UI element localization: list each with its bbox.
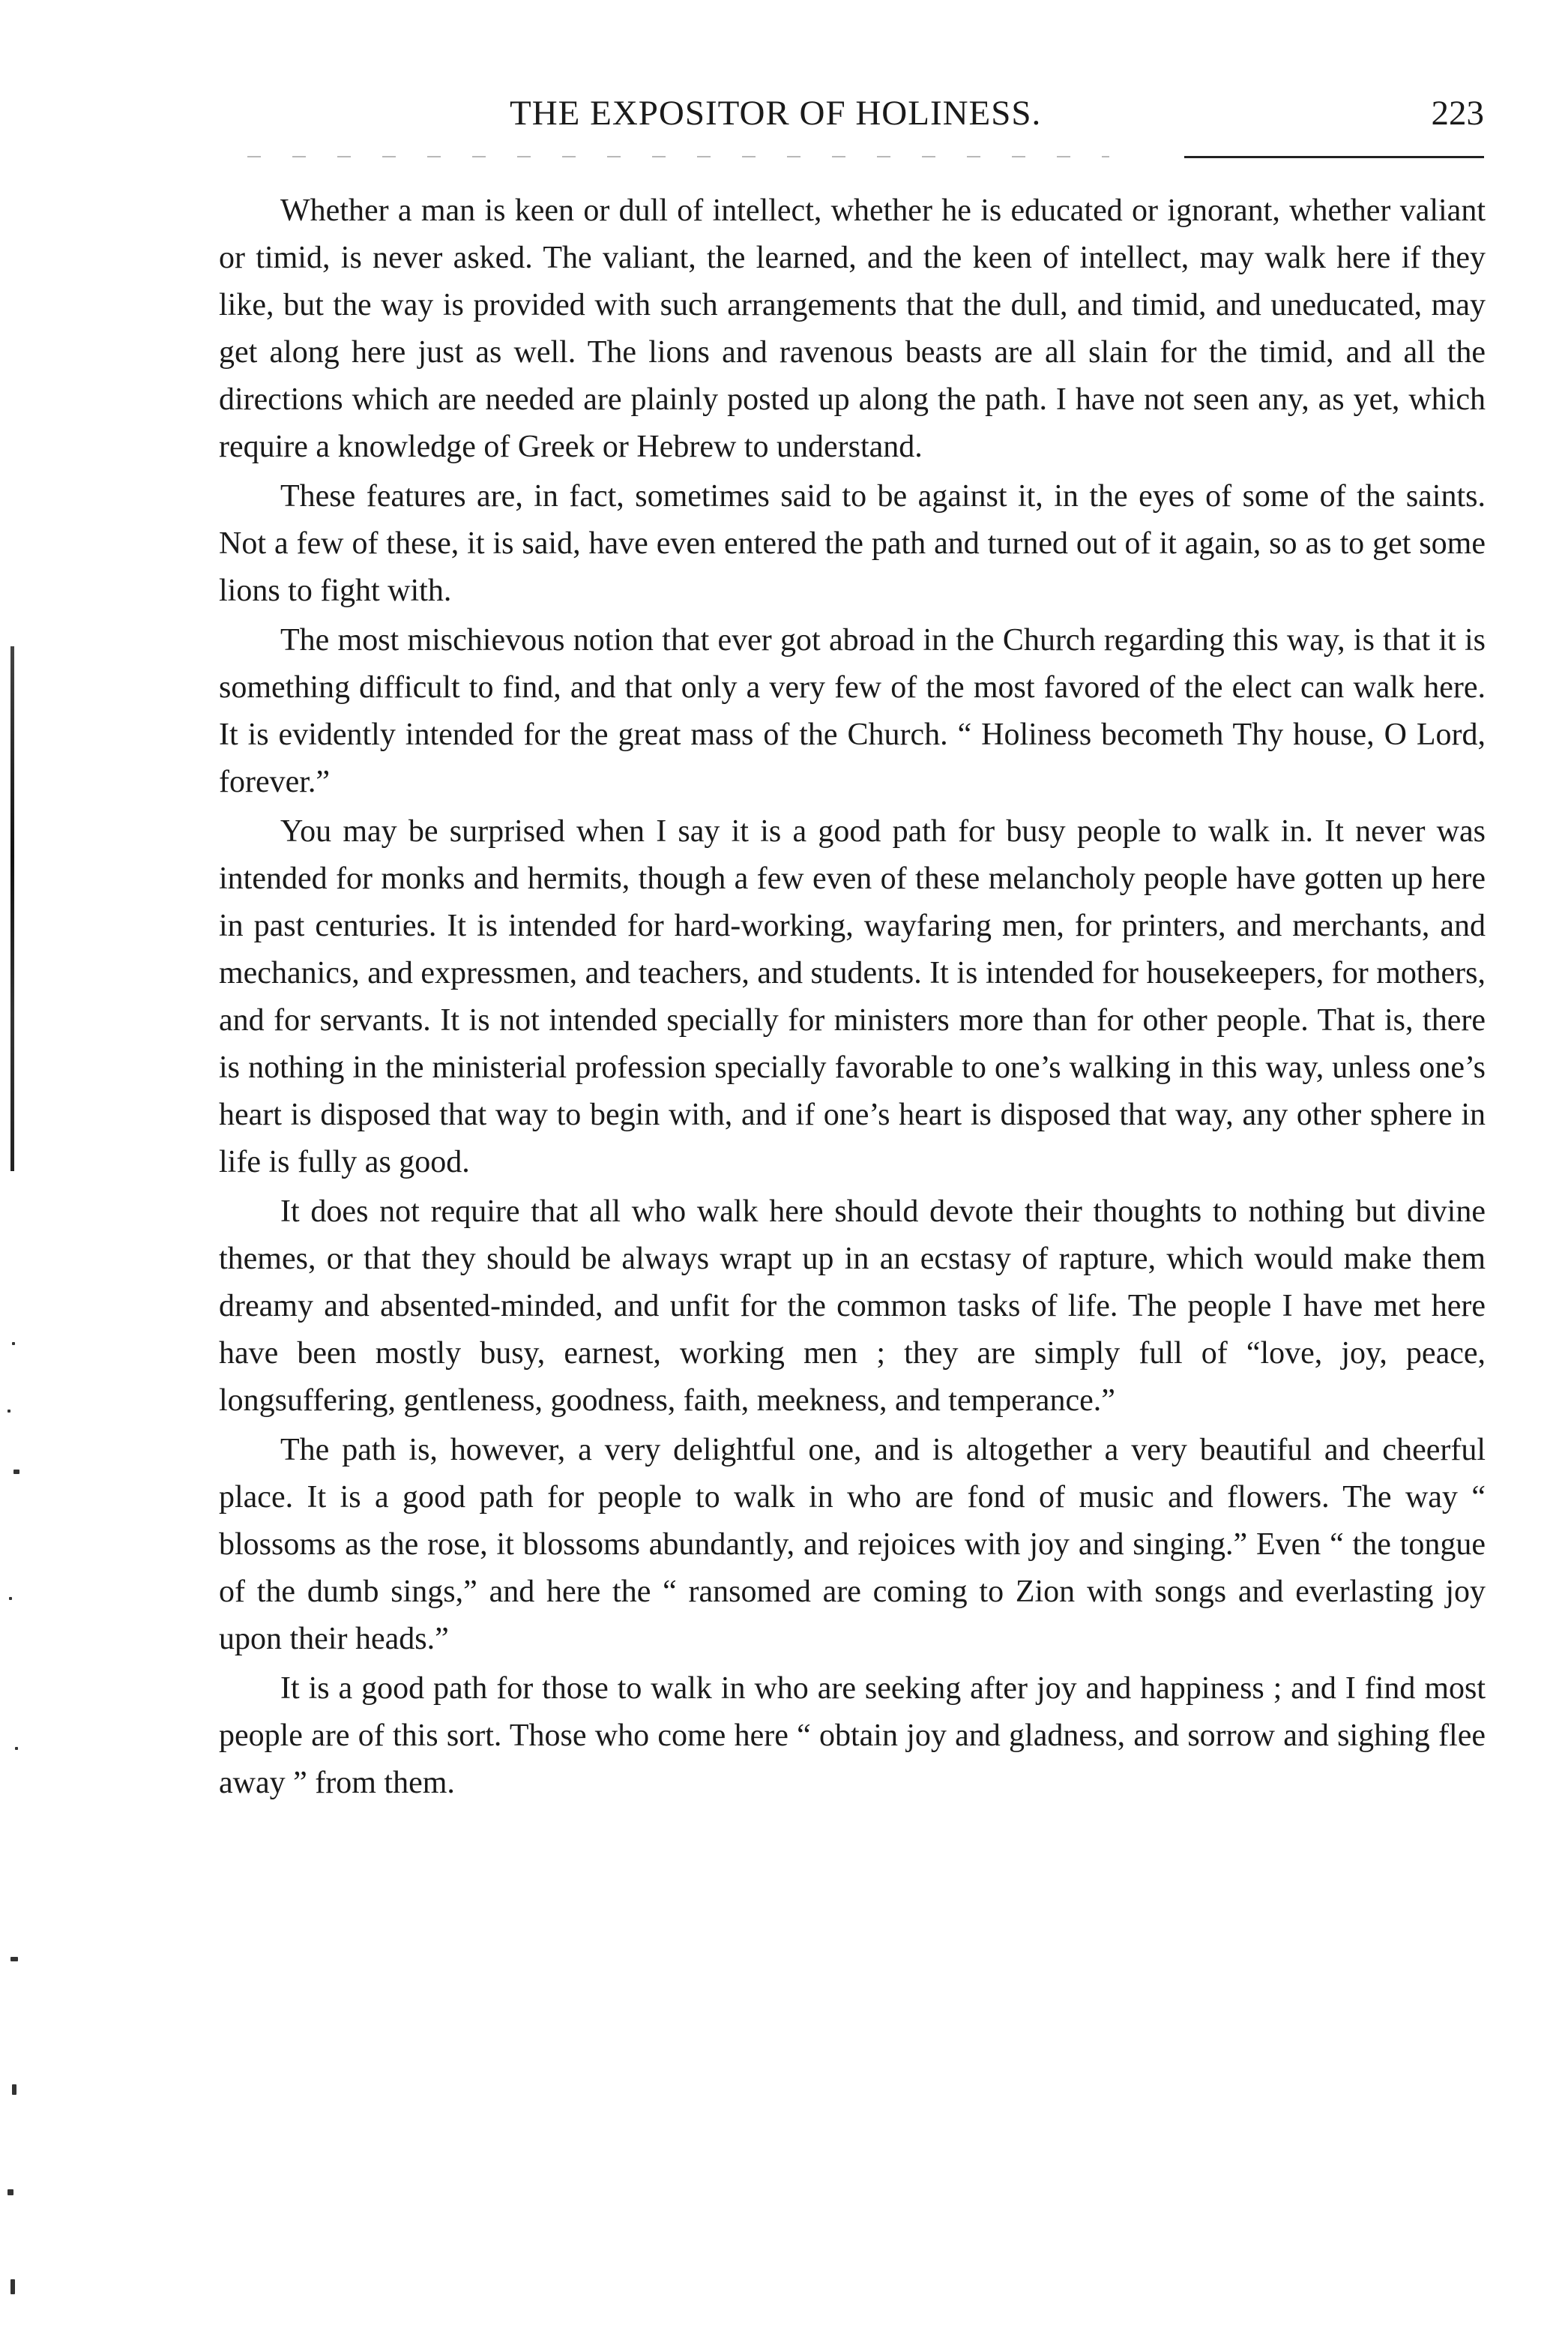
scan-speck bbox=[12, 1342, 15, 1345]
scan-speck bbox=[10, 1957, 18, 1961]
paragraph-5: It does not require that all who walk here should devote their thoughts to nothing but divine themes, or that they should be always wrapt up in an ecstasy of rapture, which would make them dreamy and absented-minded, and unfit for the common tasks of life. The people I have met here have been mostly busy, earnest, working men ; they are simply full of “love, joy, peace, longsuffering, gentleness, goodness, faith, meekness, and temperance.” bbox=[219, 1194, 1486, 1418]
running-title: THE EXPOSITOR OF HOLINESS. bbox=[510, 94, 1042, 133]
paragraph-6: The path is, however, a very delightful one, and is altogether a very beautiful and cheerful place. It is a good path for people to walk in who are fond of music and flowers. The way “ blossoms as the rose, it blossoms abundantly, and rejoices with joy and singing.” Even “ the tongue of the dumb sings,” and here the “ ransomed are coming to Zion with songs and everlasting joy upon their heads.” bbox=[219, 1433, 1486, 1656]
page-number: 223 bbox=[1431, 94, 1484, 133]
scan-speck bbox=[9, 1597, 12, 1600]
header-rule bbox=[1184, 156, 1484, 158]
paragraph-7: It is a good path for those to walk in who are seeking after joy and happiness ; and I find most people are of this sort. Those who come here “ obtain joy and gladness, and sorrow and sighing flee away ” from them. bbox=[219, 1671, 1486, 1800]
scan-speck bbox=[10, 2279, 15, 2294]
scan-margin-artifacts bbox=[0, 0, 45, 2328]
scan-speck bbox=[12, 2084, 16, 2095]
scan-speck bbox=[13, 1470, 19, 1474]
paragraph-4: You may be surprised when I say it is a good path for busy people to walk in. It never was intended for monks and hermits, though a few even of these melancholy people have gotten up here in past centuries. It is intended for hard-working, wayfaring men, for printers, and merchants, and mechanics, and expressmen, and teachers, and students. It is intended for housekeepers, for mothers, and for servants. It is not intended specially for ministers more than for other people. That is, there is nothing in the ministerial profession specially favorable to one’s walking in this way, unless one’s heart is disposed that way to begin with, and if one’s heart is disposed that way, any other sphere in life is fully as good. bbox=[219, 814, 1486, 1179]
paragraph-2: These features are, in fact, sometimes said to be against it, in the eyes of some of the saints. Not a few of these, it is said, have even entered the path and turned out of it again, so as to get some lions to fight with. bbox=[219, 479, 1486, 608]
scan-edge-shadow bbox=[10, 646, 14, 1171]
scan-speck bbox=[7, 2189, 13, 2195]
body-text bbox=[219, 187, 1486, 1809]
scan-speck bbox=[15, 1747, 18, 1750]
paragraph-3: The most mischievous notion that ever got abroad in the Church regarding this way, is that it is something difficult to find, and that only a very few of the most favored of the elect can walk here. It is evidently intended for the great mass of the Church. “ Holiness becometh Thy house, O Lord, forever.” bbox=[219, 623, 1486, 799]
header-dotted-rule bbox=[247, 156, 1109, 157]
paragraph-1: Whether a man is keen or dull of intellect, whether he is educated or ignorant, whether valiant or timid, is never asked. The valiant, the learned, and the keen of intellect, may walk here if they like, but the way is provided with such arrangements that the dull, and timid, and uneducated, may get along here just as well. The lions and ravenous beasts are all slain for the timid, and all the directions which are needed are plainly posted up along the path. I have not seen any, as yet, which require a knowledge of Greek or Hebrew to understand. bbox=[219, 193, 1486, 464]
scan-speck bbox=[7, 1410, 10, 1413]
running-header bbox=[217, 93, 1484, 138]
